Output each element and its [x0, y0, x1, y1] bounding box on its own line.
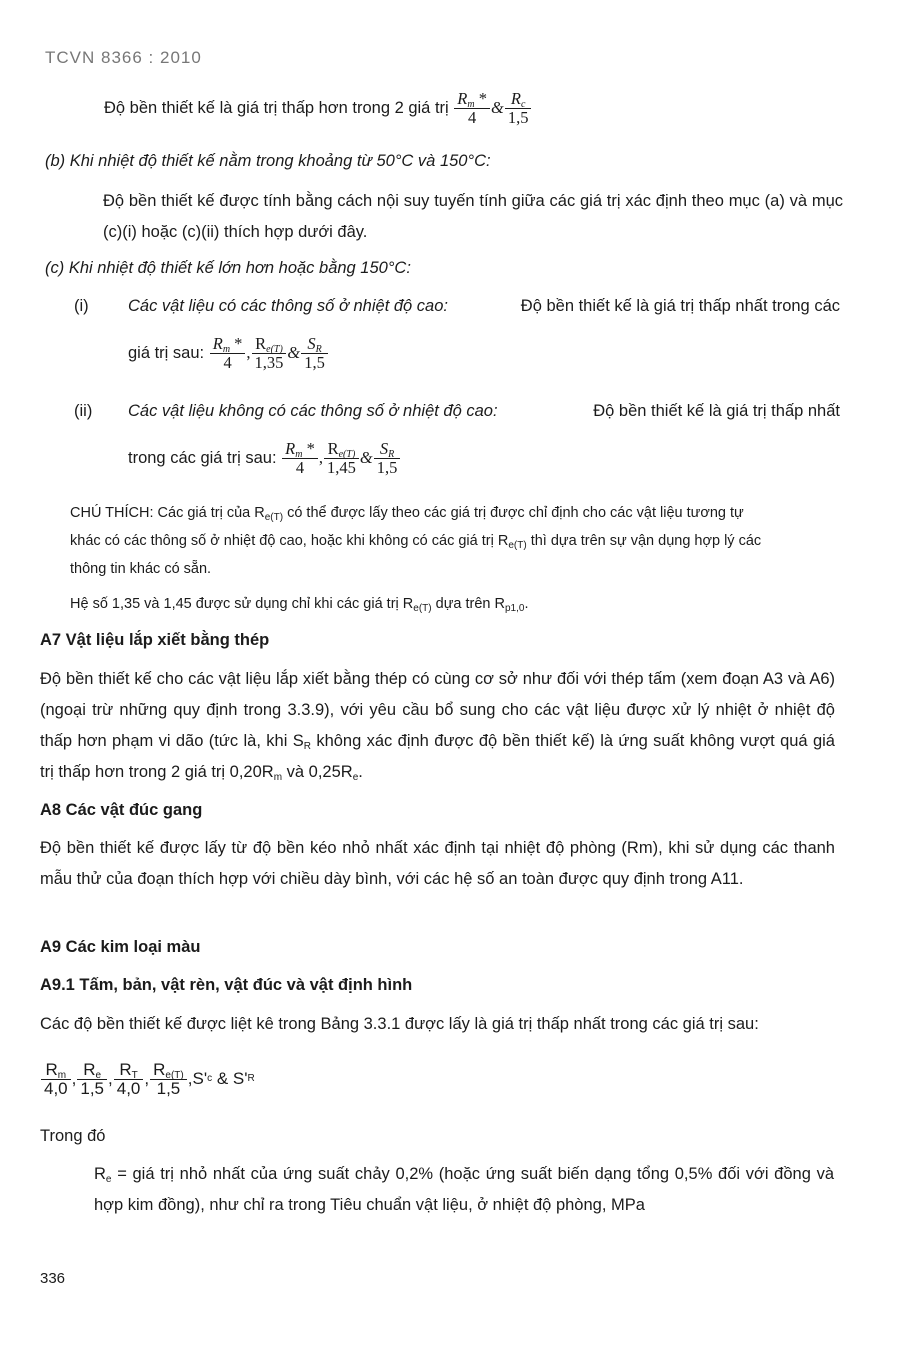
formula-rm-4: $\frac{R_m *}{4}$ [282, 440, 318, 477]
page-number: 336 [40, 1270, 66, 1287]
page-header: TCVN 8366 : 2010 [45, 48, 202, 67]
a91-body: Các độ bền thiết kế được liệt kê trong Bảng 3.3.1 được lấy là giá trị thấp nhất trong các giá trị sau: [40, 1015, 759, 1033]
cii-rest: Độ bền thiết kế là giá trị thấp nhất [593, 402, 840, 420]
a-conclusion-text: Độ bền thiết kế là giá trị thấp hơn trong 2 giá trị [104, 98, 449, 117]
c-title: (c) Khi nhiệt độ thiết kế lớn hơn hoặc bằng 150°C: [45, 259, 411, 277]
ci-number: (i) [74, 297, 89, 315]
formula-ret-135: $\frac{R_{e(T)}}{1,35}$ [252, 335, 287, 372]
ci-italic: Các vật liệu có các thông số ở nhiệt độ cao: [128, 297, 448, 315]
amp: & [490, 98, 504, 117]
a91-formula: $\frac{R_m}{4,0}$ , $\frac{R_e}{1,5}$ , $\frac{R_T}{4,0}$ , $\frac{R_{e(T)}}{1,5}$ , S' c & S' R [40, 1052, 255, 1106]
b-title: (b) Khi nhiệt độ thiết kế nằm trong khoảng từ 50°C và 150°C: [45, 152, 491, 170]
a91-heading: A9.1 Tấm, bản, vật rèn, vật đúc và vật định hình [40, 976, 413, 994]
cii-formula-line: trong các giá trị sau: $\frac{R_m *}{4}$ , $\frac{R_{e(T)}}{1,45}$ & $\frac{S_R}{1,5}$ [128, 434, 401, 482]
formula-re-15: $\frac{R_e}{1,5}$ [77, 1061, 107, 1098]
ci-formula-line: giá trị sau: $\frac{R_m *}{4}$ , $\frac{R_{e(T)}}{1,35}$ & $\frac{S_R}{1,5}$ [128, 330, 329, 376]
formula-rt-40: $\frac{R_T}{4,0}$ [114, 1061, 144, 1098]
a-conclusion [104, 84, 532, 132]
b-body: Độ bền thiết kế được tính bằng cách nội suy tuyến tính giữa các giá trị xác định theo mục (a) và mục (c)(i) hoặc (c)(ii) thích hợp dưới đây. [103, 192, 843, 241]
trong-do: Trong đó [40, 1127, 106, 1145]
formula-ret-145: $\frac{R_{e(T)}}{1,45}$ [324, 440, 359, 477]
cii-italic: Các vật liệu không có các thông số ở nhiệt độ cao: [128, 402, 498, 420]
formula-sr-15: $\frac{S_R}{1,5}$ [374, 440, 401, 477]
ci-line [128, 297, 840, 316]
re-definition: $R_e$ = giá trị nhỏ nhất của ứng suất chảy 0,2% (hoặc ứng suất biến dạng tổng 0,5% đối với đồng và hợp kim đồng), như chỉ ra trong Tiêu chuẩn vật liệu, ở nhiệt độ phòng, MPa [94, 1165, 835, 1214]
note-line-2: khác có các thông số ở nhiệt độ cao, hoặc khi không có các giá trị $R_{e(T)}$ thì dựa trên sự vận dụng hợp lý các [70, 533, 762, 551]
note-line-1: CHÚ THÍCH: Các giá trị của $R_{e(T)}$ có thể được lấy theo các giá trị được chỉ định cho các vật liệu tương tự [70, 505, 744, 523]
note-line-3: thông tin khác có sẵn. [70, 561, 212, 577]
note-coefficient: Hệ số 1,35 và 1,45 được sử dụng chỉ khi các giá trị $R_{e(T)}$ dựa trên $R_{p1,0}$. [70, 596, 529, 614]
formula-rc-15: $\frac{R_c}{1,5}$ [505, 90, 532, 127]
formula-rm-4: $\frac{R_m *}{4}$ [454, 90, 490, 127]
a8-heading: A8 Các vật đúc gang [40, 801, 203, 819]
cii-line [128, 402, 840, 421]
a8-body: Độ bền thiết kế được lấy từ độ bền kéo nhỏ nhất xác định tại nhiệt độ phòng (Rm), khi sử dụng các thanh mẫu thử của đoạn thích hợp với chiều dày bình, với các hệ số an toàn được quy định trong A11. [40, 839, 835, 888]
ci-prefix: giá trị sau: [128, 343, 205, 362]
a7-heading: A7 Vật liệu lắp xiết bằng thép [40, 631, 270, 649]
a7-body: Độ bền thiết kế cho các vật liệu lắp xiết bằng thép có cùng cơ sở như đối với thép tấm (xem đoạn A3 và A6) (ngoại trừ những quy định trong 3.3.9), với yêu cầu bổ sung cho các vật liệu được xử lý nhiệt ở nhiệt độ thấp hơn phạm vi dão (tức là, khi $S_R$ không xác định được độ bền thiết kế) là ứng suất không vượt quá giá trị thấp hơn trong 2 giá trị $0,20R_m$ và $0,25R_e$. [40, 670, 835, 783]
ci-rest: Độ bền thiết kế là giá trị thấp nhất trong các [520, 297, 840, 315]
formula-sr-15: $\frac{S_R}{1,5}$ [301, 335, 328, 372]
formula-rm-40: $\frac{R_m}{4,0}$ [41, 1061, 71, 1098]
a9-heading: A9 Các kim loại màu [40, 938, 201, 956]
cii-prefix: trong các giá trị sau: [128, 448, 277, 467]
formula-ret-15: $\frac{R_{e(T)}}{1,5}$ [150, 1061, 187, 1098]
cii-number: (ii) [74, 402, 93, 420]
formula-rm-4: $\frac{R_m *}{4}$ [210, 335, 246, 372]
